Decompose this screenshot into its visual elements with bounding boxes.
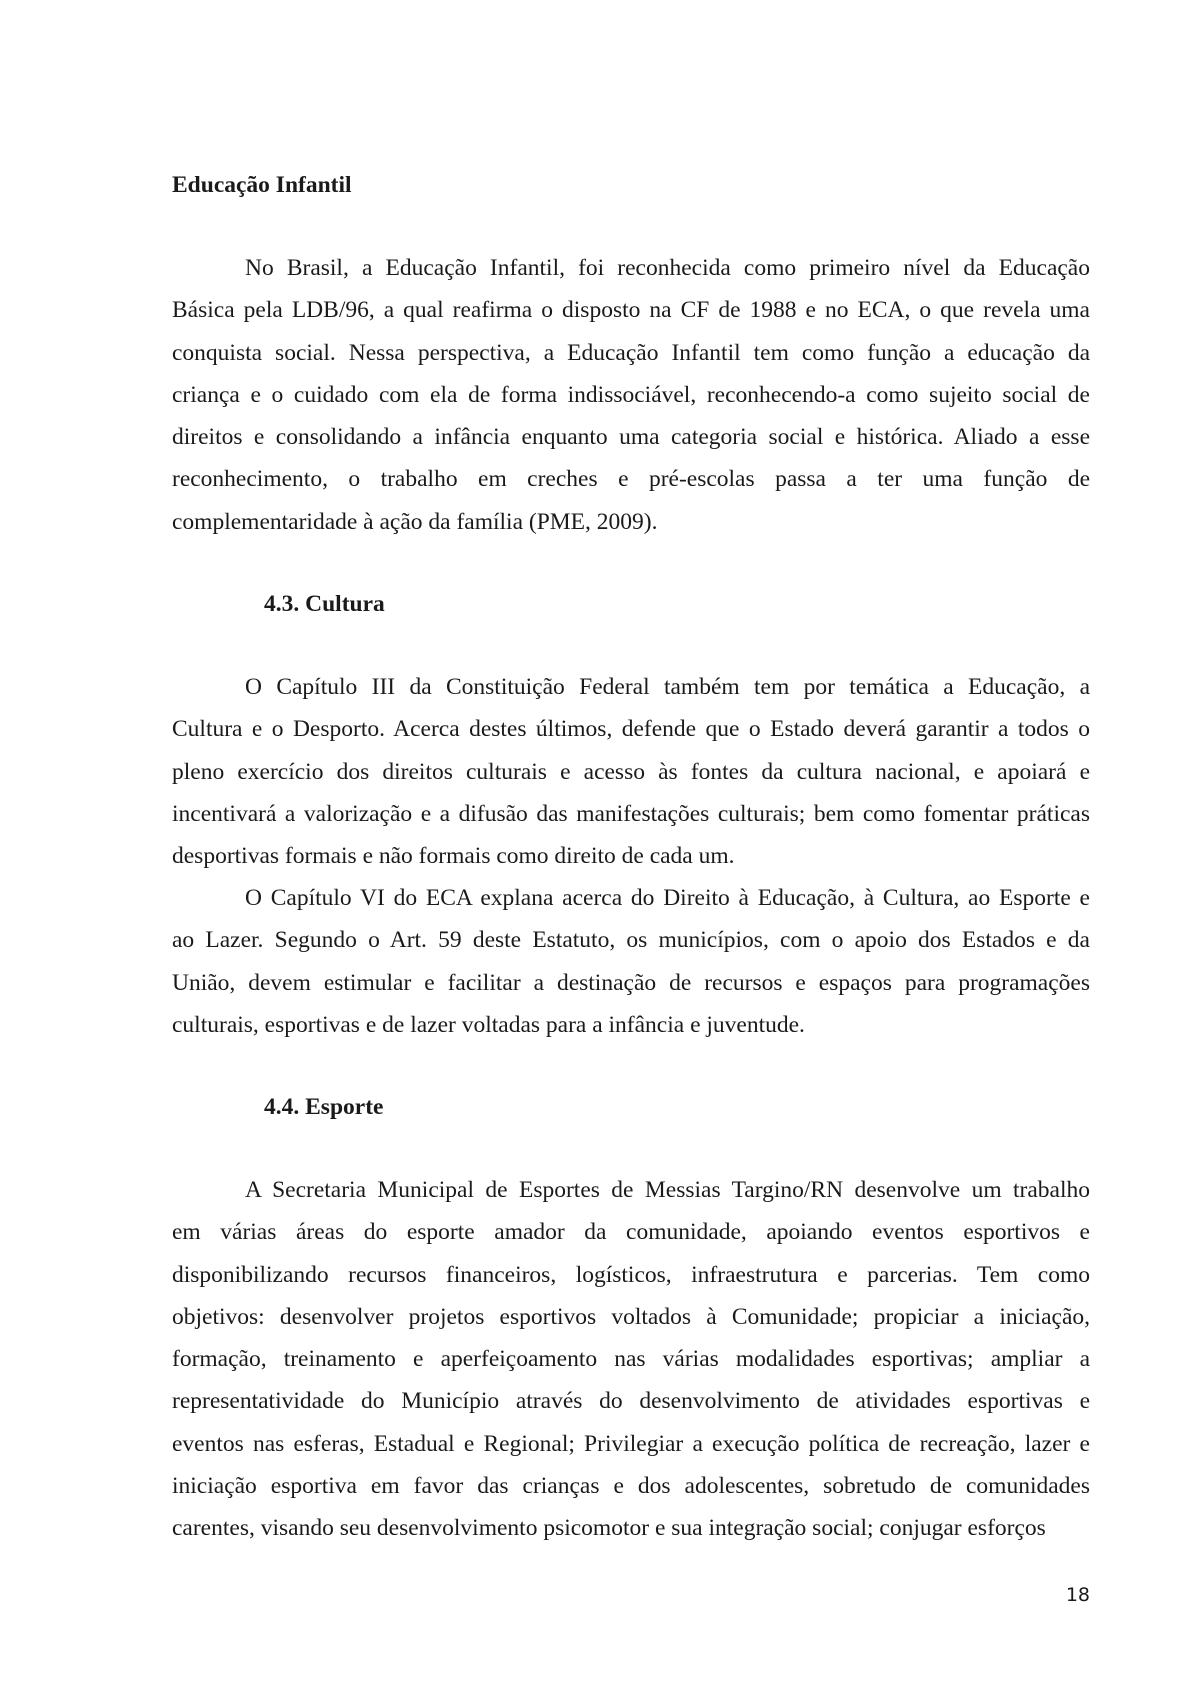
- text-line: carentes, visando seu desenvolvimento psicomotor e sua integração social; conjugar esforços: [172, 1515, 1046, 1542]
- text-line: O Capítulo VI do ECA explana acerca do Direito à Educação, à Cultura, ao Esporte e: [245, 885, 1090, 911]
- text-line: conquista social. Nessa perspectiva, a Educação Infantil tem como função a educação da: [172, 339, 1090, 366]
- paragraph-esporte: [172, 1169, 1090, 1550]
- text-line: disponibilizando recursos financeiros, logísticos, infraestrutura e parcerias. Tem como: [172, 1261, 1090, 1288]
- paragraph-cultura-1: [172, 666, 1090, 877]
- paragraph-cultura-2: [172, 877, 1090, 1046]
- text-line: União, devem estimular e facilitar a destinação de recursos e espaços para programações: [172, 969, 1090, 996]
- page-number: 18: [1065, 1584, 1090, 1606]
- heading-esporte: 4.4. Esporte: [264, 1094, 384, 1120]
- text-line: Cultura e o Desporto. Acerca destes últimos, defende que o Estado deverá garantir a todos o: [172, 716, 1090, 743]
- paragraph-educacao-infantil: [172, 247, 1090, 543]
- text-line: iniciação esportiva em favor das crianças e dos adolescentes, sobretudo de comunidades: [172, 1473, 1090, 1500]
- text-line: representatividade do Município através do desenvolvimento de atividades esportivas e: [172, 1388, 1090, 1415]
- text-line: reconhecimento, o trabalho em creches e pré-escolas passa a ter uma função de: [172, 466, 1090, 493]
- text-line: pleno exercício dos direitos culturais e acesso às fontes da cultura nacional, e apoiará e: [172, 758, 1090, 785]
- text-line: incentivará a valorização e a difusão das manifestações culturais; bem como fomentar práticas: [172, 800, 1090, 827]
- text-line: eventos nas esferas, Estadual e Regional; Privilegiar a execução política de recreação, lazer e: [172, 1430, 1090, 1457]
- text-line: ao Lazer. Segundo o Art. 59 deste Estatuto, os municípios, com o apoio dos Estados e da: [172, 927, 1090, 954]
- text-line: culturais, esportivas e de lazer voltadas para a infância e juventude.: [172, 1011, 805, 1038]
- text-line: complementaridade à ação da família (PME, 2009).: [172, 508, 658, 535]
- text-line: formação, treinamento e aperfeiçoamento nas várias modalidades esportivas; ampliar a: [172, 1346, 1090, 1373]
- text-line: No Brasil, a Educação Infantil, foi reconhecida como primeiro nível da Educação: [245, 255, 1090, 281]
- text-line: O Capítulo III da Constituição Federal também tem por temática a Educação, a: [245, 674, 1090, 700]
- text-line: criança e o cuidado com ela de forma indissociável, reconhecendo-a como sujeito social de: [172, 381, 1090, 408]
- text-line: A Secretaria Municipal de Esportes de Messias Targino/RN desenvolve um trabalho: [245, 1177, 1090, 1203]
- text-line: em várias áreas do esporte amador da comunidade, apoiando eventos esportivos e: [172, 1219, 1090, 1246]
- text-line: direitos e consolidando a infância enquanto uma categoria social e histórica. Aliado a esse: [172, 424, 1090, 451]
- text-line: desportivas formais e não formais como direito de cada um.: [172, 843, 735, 870]
- heading-cultura: 4.3. Cultura: [264, 591, 385, 617]
- text-line: Básica pela LDB/96, a qual reafirma o disposto na CF de 1988 e no ECA, o que revela uma: [172, 297, 1090, 324]
- heading-educacao-infantil: Educação Infantil: [172, 172, 352, 198]
- text-line: objetivos: desenvolver projetos esportivos voltados à Comunidade; propiciar a iniciação,: [172, 1303, 1090, 1330]
